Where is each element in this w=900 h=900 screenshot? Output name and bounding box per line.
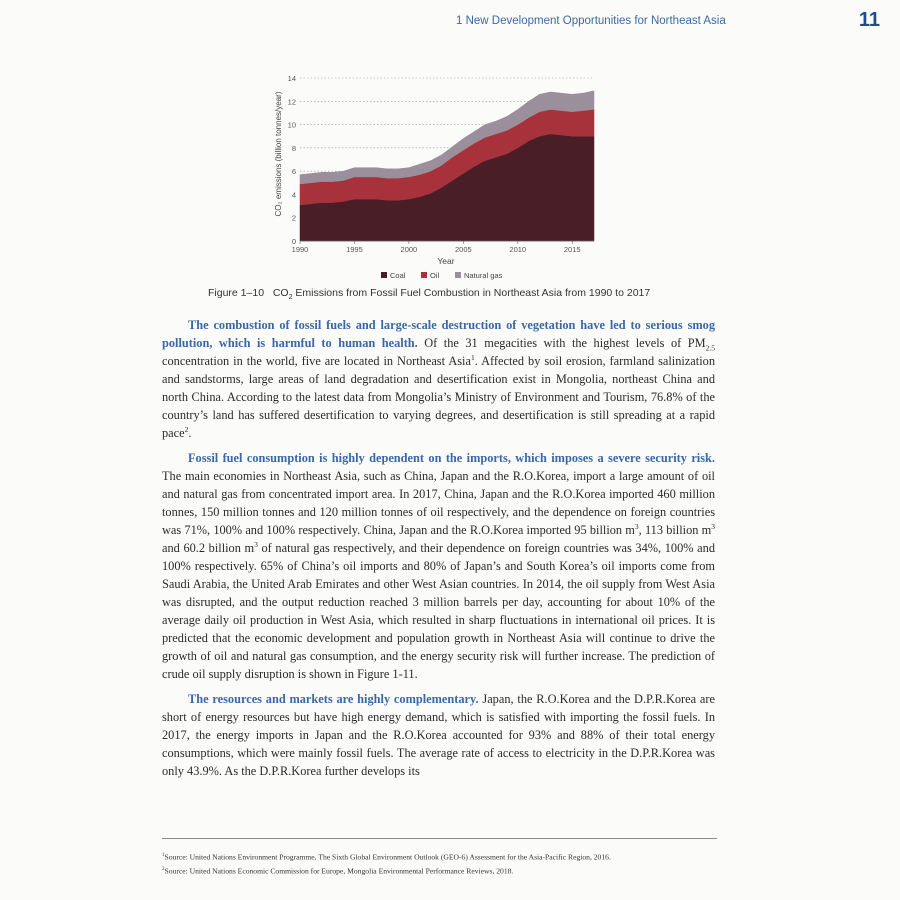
y-axis-label: CO₂ emissions (billion tonnes/year) (274, 91, 283, 217)
x-tick-label: 2015 (563, 245, 581, 254)
paragraph-lead: Fossil fuel consumption is highly dependent on the imports, which imposes a severe security risk. (188, 451, 715, 465)
co2-emissions-chart (268, 70, 628, 282)
x-tick-label: 2005 (454, 245, 472, 254)
footnote-2 (162, 864, 722, 878)
cubic-superscript: 3 (711, 521, 715, 531)
y-tick-label: 8 (291, 143, 296, 153)
y-tick-labels (288, 74, 296, 246)
paragraph-lead: The combustion of fossil fuels and large-scale destruction of vegetation have led to serious smog pollution, which is harmful to human health. (162, 318, 715, 350)
pm-subscript: 2.5 (705, 343, 715, 353)
y-tick-label: 6 (291, 167, 296, 177)
caption-text-b: Emissions from Fossil Fuel Combustion in Northeast Asia from 1990 to 2017 (292, 287, 651, 299)
page-number: 11 (858, 9, 880, 31)
x-tick-label: 1995 (346, 245, 363, 254)
paragraph-smog (162, 316, 715, 442)
footnote-text: Source: United Nations Economic Commission for Europe, Mongolia Environmental Performance Reviews, 2018. (164, 866, 514, 876)
y-tick-label: 10 (287, 120, 296, 130)
paragraph-text: , 113 billion m (638, 523, 712, 537)
footnote-divider (162, 838, 717, 839)
footnotes (162, 850, 722, 877)
x-tick-label: 2000 (400, 245, 418, 254)
running-title: 1 New Development Opportunities for Northeast Asia (456, 15, 726, 27)
paragraph-text: . (188, 426, 192, 440)
paragraph-lead: The resources and markets are highly complementary. (188, 692, 479, 706)
x-tick-label: 2010 (509, 245, 527, 254)
paragraph-text: Japan, the R.O.Korea and the D.P.R.Korea are short of energy resources but have high energy demand, which is satisfied with importing the fossil fuels. In 2017, the energy imports in Japan and the R.O.Korea accounted for 93% and 88% of their total energy consumptions, which were mainly fossil fuels. The average rate of access to electricity in the D.P.R.Korea was only 43.9%. As the D.P.R.Korea further develops its (162, 692, 715, 778)
paragraph-text: The main economies in Northeast Asia, such as China, Japan and the R.O.Korea, import a large amount of oil and natural gas from concentrated import area. In 2017, China, Japan and the R.O.Korea imported 460 million tonnes, 150 million tonnes and 120 million tonnes of oil respectively, and the dependence on foreign countries was 71%, 100% and 100% respectively. China, Japan and the R.O.Korea imported 95 billion m (162, 469, 715, 537)
y-tick-label: 12 (287, 97, 296, 107)
legend-swatch-oil (421, 272, 427, 278)
paragraph-text: concentration in the world, five are located in Northeast Asia (162, 354, 471, 368)
paragraph-complementary (162, 690, 715, 780)
body-text (162, 316, 715, 787)
footnote-ref-1: 1 (470, 352, 475, 362)
paragraph-text: and 60.2 billion m (162, 541, 255, 555)
x-axis-label: Year (437, 256, 455, 266)
paragraph-security-risk (162, 449, 715, 683)
y-tick-label: 2 (291, 213, 296, 223)
x-tick-labels (292, 241, 581, 254)
x-tick-label: 1990 (291, 245, 309, 254)
legend-label-natural-gas: Natural gas (464, 271, 503, 280)
legend-label-oil: Oil (430, 271, 440, 280)
footnote-text: Source: United Nations Environment Programme, The Sixth Global Environment Outlook (GEO-6) Assessment for the Asia-Pacific Region, 2016. (164, 852, 611, 862)
caption-text-a: CO (272, 287, 289, 299)
legend-label-coal: Coal (390, 271, 406, 280)
footnote-1 (162, 850, 722, 864)
paragraph-text: Of the 31 megacities with the highest levels of PM (417, 336, 706, 350)
cubic-superscript: 3 (634, 521, 639, 531)
chart-areas (300, 91, 594, 241)
legend-swatch-natural-gas (455, 272, 461, 278)
y-tick-label: 0 (291, 237, 296, 246)
legend-swatch-coal (381, 272, 387, 278)
footnote-mark: 2 (162, 866, 165, 872)
figure-caption (208, 287, 728, 301)
y-tick-label: 14 (287, 74, 296, 83)
paragraph-text: of natural gas respectively, and their dependence on foreign countries was 34%, 100% and 100% respectively. 65% of China’s oil imports and 80% of Japan’s and South Korea’s oil imports come from Saudi Arabia, the United Arab Emirates and other West Asian countries. In 2014, the oil supply from West Asia was disrupted, and the output reduction reached 3 million barrels per day, accounting for about 10% of the average daily oil production in West Asia, which resulted in sharp fluctuations in international oil prices. It is predicted that the economic development and population growth in Northeast Asia will continue to drive the growth of oil and natural gas consumption, and the energy security risk will further increase. The prediction of crude oil supply disruption is shown in Figure 1-11. (162, 541, 715, 681)
running-head (440, 9, 880, 32)
y-tick-label: 4 (291, 190, 296, 200)
figure-label: Figure 1–10 (208, 287, 265, 299)
cubic-superscript: 3 (254, 539, 258, 549)
footnote-ref-2: 2 (184, 424, 189, 434)
paragraph-text: . Affected by soil erosion, farmland salinization and sandstorms, large areas of land degradation and desertification exist in Mongolia, northeast China and north China. According to the latest data from Mongolia’s Ministry of Environment and Tourism, 76.8% of the country’s land has suffered desertification to varying degrees, and desertification is still spreading at a rapid pace (162, 354, 715, 440)
caption-subscript: 2 (288, 294, 293, 302)
footnote-mark: 1 (162, 853, 165, 858)
chart-legend (381, 271, 503, 280)
